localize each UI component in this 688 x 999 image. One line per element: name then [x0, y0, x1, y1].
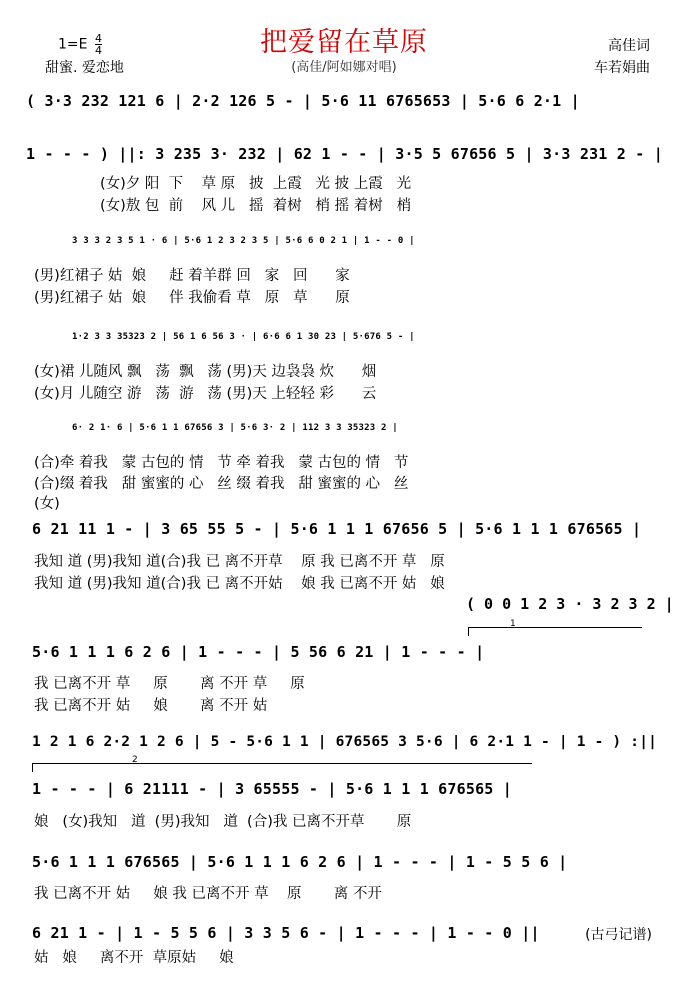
lyric-line: 娘 (女)我知 道 (男)我知 道 (合)我 已离不开草 原 — [34, 814, 412, 830]
composer-credit: 车若娟曲 — [594, 60, 650, 76]
score-row — [26, 851, 662, 881]
notation-line: 1 - - - ) ||: 3 235 3· 232 | 62 1 - - | 3·5 5 67656 5 | 3·3 231 2 - | — [26, 145, 663, 163]
lyric-line: 姑 娘 离不开 草原姑 娘 — [34, 950, 234, 966]
score-row — [26, 90, 662, 120]
singer-tag: (女) — [34, 496, 60, 512]
lyric-line: 我 已离不开 姑 娘 我 已离不开 草 原 离 不开 — [34, 886, 382, 902]
pickup-notation: ( 0 0 1 2 3 · 3 2 3 2 | — [466, 595, 674, 613]
notation-line: 6 21 11 1 - | 3 65 55 5 - | 5·6 1 1 1 67656 5 | 5·6 1 1 1 676565 | — [32, 520, 642, 538]
lyric-line: (女)裙 儿随风 飘 荡 飘 荡 (男)天 边袅袅 炊 烟 — [34, 364, 377, 380]
transcriber-note: (古弓记谱) — [585, 927, 652, 943]
time-signature: $\frac{4}{4}$ — [94, 32, 102, 57]
notation-line: 6 21 1 - | 1 - 5 5 6 | 3 3 5 6 - | 1 - - - | 1 - - 0 || — [32, 924, 540, 942]
notation-line: 1·2 3 3 35323 2 | 56 1 6 56 3 · | 6·6 6 1 30 23 | 5·676 5 - | — [72, 332, 415, 342]
lyric-line: 我 已离不开 姑 娘 离 不开 姑 — [34, 698, 268, 714]
lyric-line: (女)敖 包 前 风 儿 摇 着树 梢 摇 着树 梢 — [100, 198, 412, 214]
notation-line: 1 2 1 6 2·2 1 2 6 | 5 - 5·6 1 1 | 676565 3 5·6 | 6 2·1 1 - | 1 - ) :|| — [32, 734, 658, 750]
lyric-line: (女)夕 阳 下 草 原 披 上霞 光 披 上霞 光 — [100, 176, 412, 192]
score-row — [26, 143, 662, 173]
volta-bracket-2 — [32, 763, 532, 764]
key-signature: 1=E $\frac{4}{4}$ — [58, 32, 102, 57]
song-subtitle: (高佳/阿如娜对唱) — [291, 60, 397, 75]
notation-line: 5·6 1 1 1 6 2 6 | 1 - - - | 5 56 6 21 | 1 - - - | — [32, 643, 485, 661]
lyric-line: (女)月 儿随空 游 荡 游 荡 (男)天 上轻轻 彩 云 — [34, 386, 377, 402]
score-row — [26, 234, 662, 264]
notation-line: 1 - - - | 6 21111 - | 3 65555 - | 5·6 1 1 1 676565 | — [32, 780, 512, 798]
score-row — [26, 421, 662, 451]
lyric-line: (男)红裙子 姑 娘 伴 我偷看 草 原 草 原 — [34, 290, 350, 306]
lyric-line: (合)缀 着我 甜 蜜蜜的 心 丝 缀 着我 甜 蜜蜜的 心 丝 — [34, 476, 409, 492]
style-marking: 甜蜜. 爱恋地 — [45, 60, 124, 76]
volta-number: 1 — [510, 619, 516, 629]
song-title: 把爱留在草原 — [260, 27, 428, 58]
volta-bracket-1 — [468, 627, 642, 628]
lyric-line: 我知 道 (男)我知 道(合)我 已 离不开草 原 我 已离不开 草 原 — [34, 554, 445, 570]
lyric-line: (男)红裙子 姑 娘 赶 着羊群 回 家 回 家 — [34, 268, 350, 284]
lyric-line: 我知 道 (男)我知 道(合)我 已 离不开姑 娘 我 已离不开 姑 娘 — [34, 576, 445, 592]
lyricist-credit: 高佳词 — [608, 38, 650, 54]
volta-stem — [468, 627, 469, 636]
score-row — [26, 518, 662, 548]
notation-line: ( 3·3 232 121 6 | 2·2 126 5 - | 5·6 11 6765653 | 5·6 6 2·1 | — [26, 92, 580, 110]
score-row — [26, 641, 662, 671]
lyric-line: (合)牵 着我 蒙 古包的 情 节 牵 着我 蒙 古包的 情 节 — [34, 455, 409, 471]
volta-number: 2 — [132, 755, 138, 765]
score-row — [26, 732, 662, 762]
notation-line: 5·6 1 1 1 676565 | 5·6 1 1 1 6 2 6 | 1 - - - | 1 - 5 5 6 | — [32, 853, 568, 871]
volta-stem — [32, 763, 33, 772]
notation-line: 3 3 3 2 3 5 1 · 6 | 5·6 1 2 3 2 3 5 | 5·6 6 0 2 1 | 1 - - 0 | — [72, 236, 415, 246]
score-row — [26, 330, 662, 360]
score-row — [26, 778, 662, 808]
notation-line: 6· 2 1· 6 | 5·6 1 1 67656 3 | 5·6 3· 2 | 112 3 3 35323 2 | — [72, 423, 398, 433]
lyric-line: 我 已离不开 草 原 离 不开 草 原 — [34, 676, 305, 692]
